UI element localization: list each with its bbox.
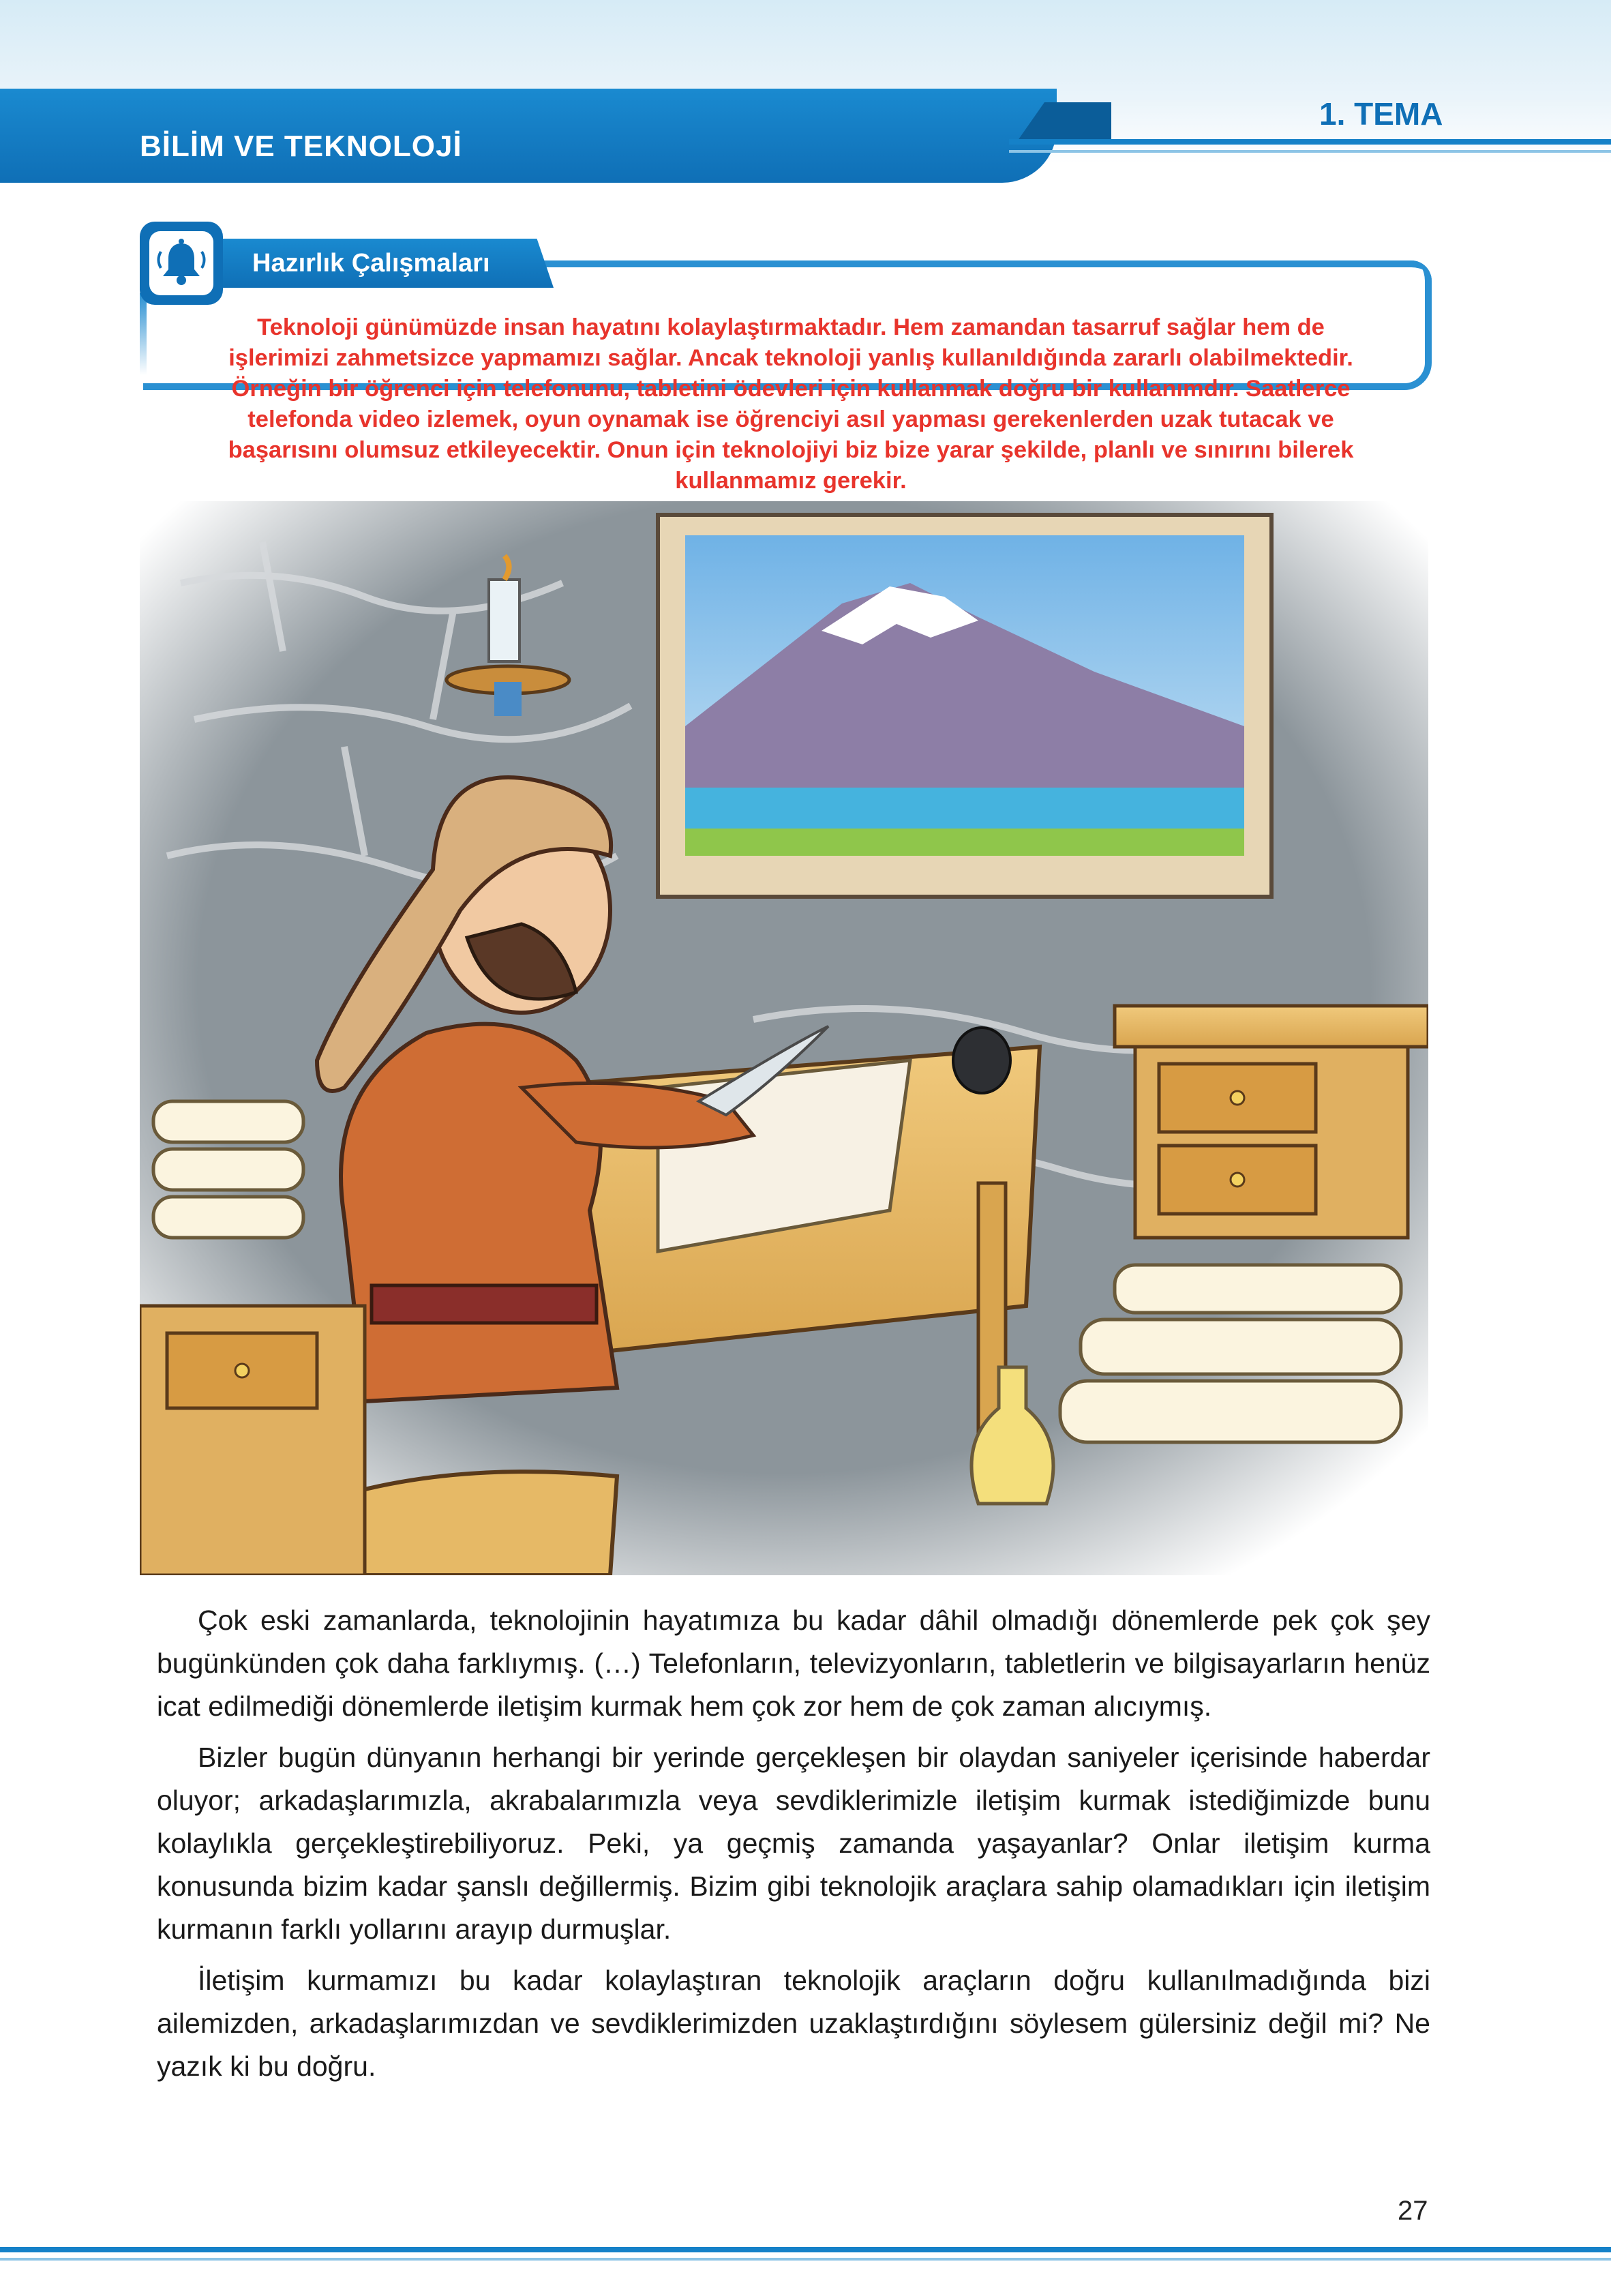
paragraph: Çok eski zamanlarda, teknolojinin hayatımıza bu kadar dâhil olmadığı dönemlerde pek çok şey bugünkünden çok daha farklıymış. (…) Telefonların, televizyonların, tabletlerin ve bilgisayarların henüz icat edilmediği dönemlerde iletişim kurmak hem çok zor hem de çok zaman alıcıymış. bbox=[157, 1605, 1430, 1722]
intro-line: başarısını olumsuz etkileyecektir. Onun için teknolojiyi biz bize yarar şekilde, planlı ve sınırını bilerek bbox=[228, 437, 1354, 463]
intro-line: kullanmamız gerekir. bbox=[675, 468, 907, 494]
intro-line: Örneğin bir öğrenci için telefonunu, tabletini ödevleri için kullanmak doğru bir kullanımdır. Saatlerce bbox=[231, 376, 1351, 402]
preparation-text bbox=[153, 312, 1428, 496]
footer-rule bbox=[0, 2247, 1611, 2252]
paragraph: İletişim kurmamızı bu kadar kolaylaştıran teknolojik araçların doğru kullanılmadığında bizi ailemizden, arkadaşlarımızdan ve sevdiklerimizden uzaklaştırdığını söylesem gülersiniz değil mi? Ne yazık ki bu doğru. bbox=[157, 1965, 1430, 2082]
preparation-label: Hazırlık Çalışmaları bbox=[252, 249, 490, 278]
unit-title: BİLİM VE TEKNOLOJİ bbox=[140, 130, 462, 163]
preparation-icon-box bbox=[140, 222, 223, 305]
footer-rule-thin bbox=[0, 2258, 1611, 2261]
preparation-frame-left bbox=[140, 293, 147, 375]
theme-label: 1. TEMA bbox=[1319, 96, 1443, 132]
intro-line: telefonda video izlemek, oyun oynamak ise öğrenciyi asıl yapması gerekenlerden uzak tutacak ve bbox=[247, 406, 1334, 432]
paragraph: Bizler bugün dünyanın herhangi bir yerinde gerçekleşen bir olaydan saniyeler içerisinde haberdar oluyor; arkadaşlarımızla, akrabalarımızla veya sevdiklerimizle iletişim kurmak istediğimizde bunu kolaylıkla gerçekleştirebiliyoruz. Peki, ya geçmiş zamanda yaşayanlar? Onlar iletişim kurma konusunda bizim kadar şanslı değillermiş. Bizim gibi teknolojik araçlara sahip olamadıkları için iletişim kurmanın farklı yollarını arayıp durmuşlar. bbox=[157, 1742, 1430, 1945]
intro-line: işlerimizi zahmetsizce yapmamızı sağlar. Ancak teknoloji yanlış kullanıldığında zararlı olabilmektedir. bbox=[228, 345, 1353, 371]
body-text bbox=[157, 1599, 1430, 2096]
intro-line: Teknoloji günümüzde insan hayatını kolaylaştırmaktadır. Hem zamandan tasarruf sağlar hem de bbox=[257, 314, 1325, 340]
bell-icon bbox=[149, 231, 213, 295]
scribe-illustration bbox=[140, 501, 1428, 1575]
header-rule-thin bbox=[1009, 150, 1611, 153]
header-rule bbox=[1009, 139, 1611, 145]
page-number: 27 bbox=[1398, 2196, 1428, 2226]
